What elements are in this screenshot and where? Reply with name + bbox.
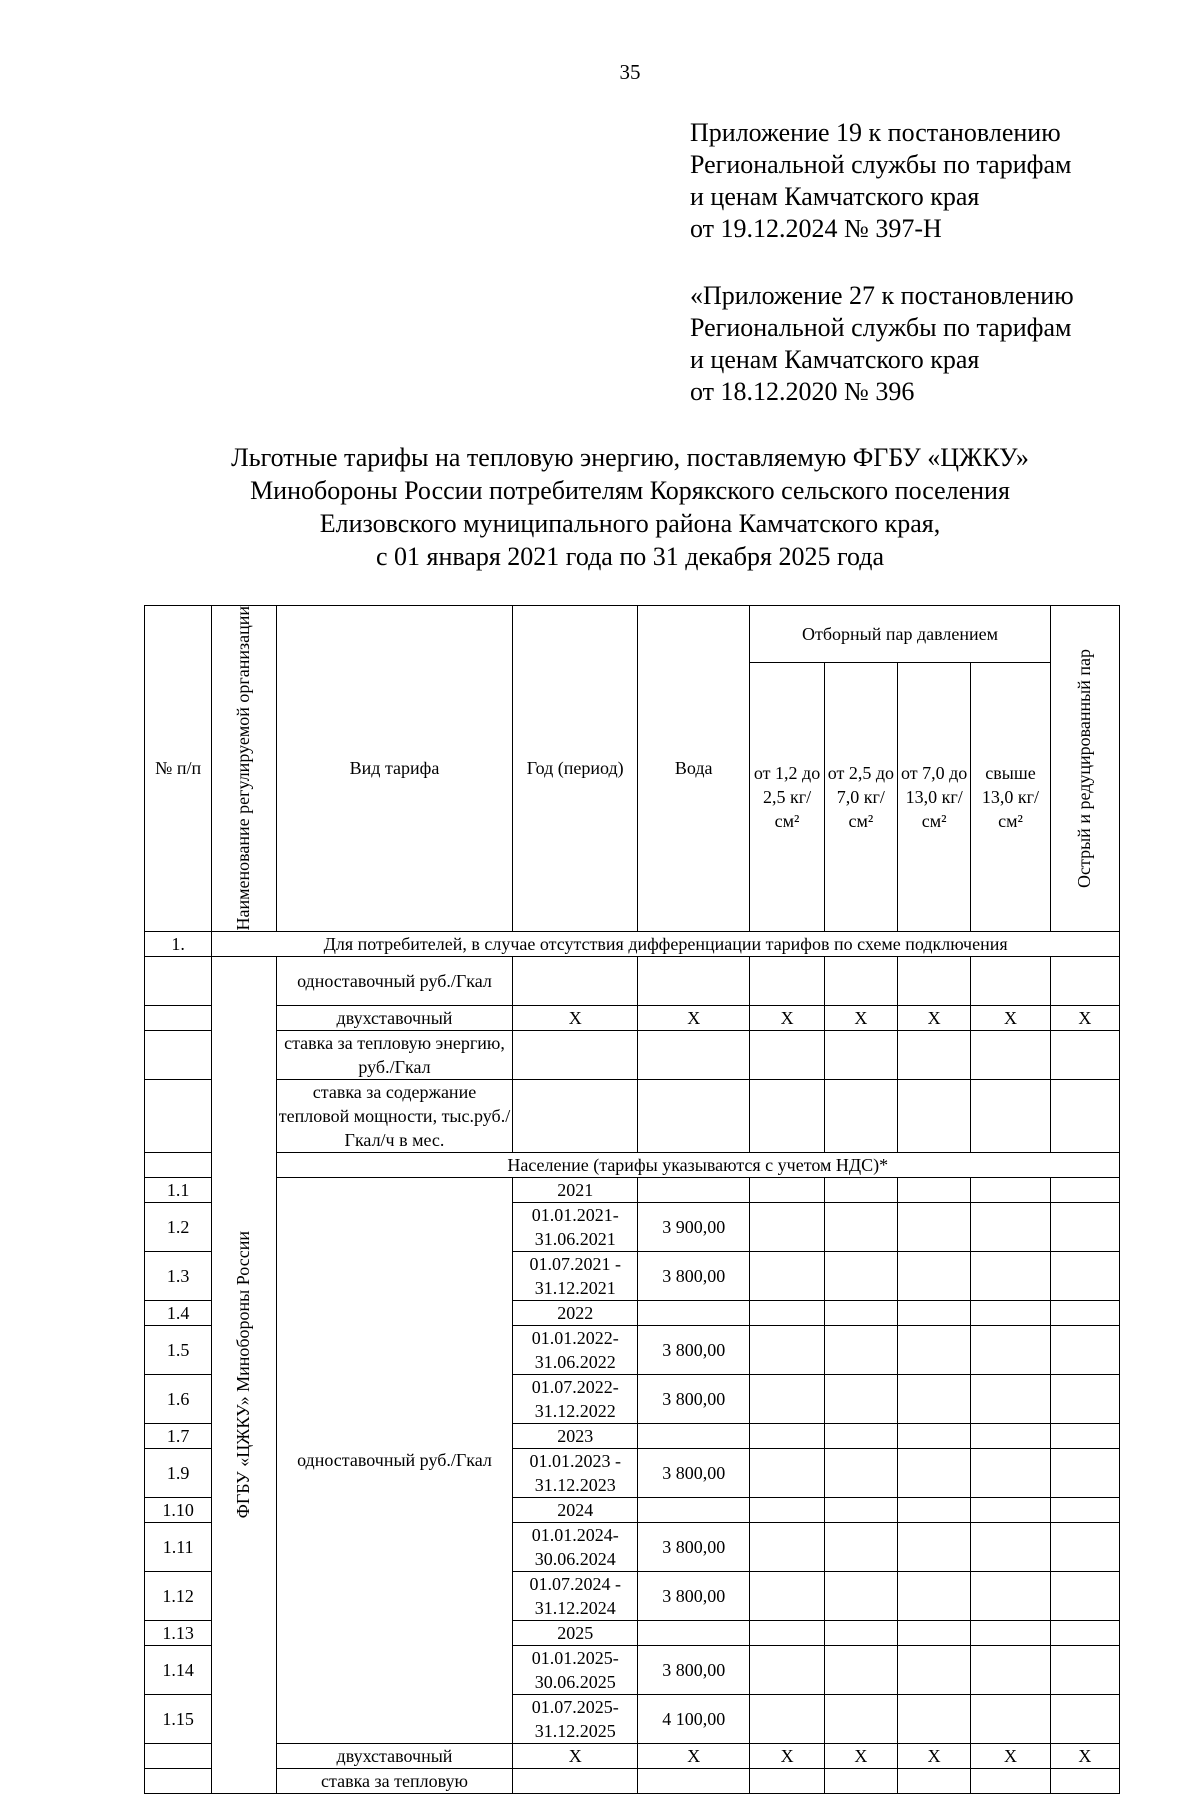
s1-energy-rate-label: ставка за тепловую энергию, руб./Гкал — [276, 1030, 513, 1079]
empty-cell — [824, 1300, 897, 1325]
empty-cell — [824, 956, 897, 1005]
empty-cell — [898, 1177, 971, 1202]
empty-cell — [824, 1620, 897, 1645]
x-mark: X — [824, 1005, 897, 1030]
empty-cell — [824, 1522, 897, 1571]
empty-cell — [971, 1423, 1050, 1448]
period-cell: 01.01.2024-30.06.2024 — [513, 1522, 638, 1571]
empty-cell — [898, 1522, 971, 1571]
annex-previous-line: и ценам Камчатского края — [690, 345, 980, 374]
x-mark: X — [971, 1005, 1050, 1030]
annex-previous-line: Региональной службы по тарифам — [690, 313, 1072, 342]
header-org-text: Наименование регулируемой организации — [233, 606, 254, 931]
empty-cell — [898, 1423, 971, 1448]
water-value: 3 800,00 — [637, 1448, 749, 1497]
title-line: с 01 января 2021 года по 31 декабря 2025 года — [375, 542, 885, 571]
period-cell: 01.07.2022-31.12.2022 — [513, 1374, 638, 1423]
empty-cell — [971, 1522, 1050, 1571]
empty-cell — [898, 1620, 971, 1645]
row-num — [145, 956, 212, 1005]
title-line: Елизовского муниципального района Камчатского края, — [319, 509, 941, 538]
period-cell: 01.01.2021-31.06.2021 — [513, 1202, 638, 1251]
header-row-1 — [145, 606, 1120, 663]
empty-cell — [824, 1768, 897, 1793]
header-water: Вода — [637, 606, 749, 932]
row-num: 1.11 — [145, 1522, 212, 1571]
row-num: 1.14 — [145, 1645, 212, 1694]
pop-one-rate-label: одноставочный руб./Гкал — [276, 1177, 513, 1743]
row-num — [145, 1005, 212, 1030]
empty-cell — [824, 1325, 897, 1374]
header-steam-4: свыше 13,0 кг/см² — [971, 662, 1050, 931]
empty-cell — [750, 1522, 824, 1571]
water-value — [637, 1620, 749, 1645]
empty-cell — [750, 956, 824, 1005]
empty-cell — [971, 1325, 1050, 1374]
empty-cell — [898, 1645, 971, 1694]
empty-cell — [898, 1079, 971, 1152]
section1-title: Для потребителей, в случае отсутствия дифференциации тарифов по схеме подключения — [212, 931, 1120, 956]
x-mark: X — [513, 1005, 638, 1030]
section1-num: 1. — [145, 931, 212, 956]
water-value: 3 800,00 — [637, 1645, 749, 1694]
empty-cell — [1050, 1079, 1119, 1152]
empty-cell — [824, 1571, 897, 1620]
period-cell: 2024 — [513, 1497, 638, 1522]
empty-cell — [971, 1497, 1050, 1522]
empty-cell — [971, 1300, 1050, 1325]
row-num — [145, 1079, 212, 1152]
x-mark: X — [637, 1743, 749, 1768]
empty-cell — [750, 1202, 824, 1251]
header-org — [212, 606, 276, 932]
population-title-row — [145, 1152, 1120, 1177]
pop-energy-rate-label: ставка за тепловую — [276, 1768, 513, 1793]
water-value: 3 800,00 — [637, 1571, 749, 1620]
annex-previous-block — [690, 280, 1074, 408]
water-value — [637, 1300, 749, 1325]
header-sharp-steam — [1050, 606, 1119, 932]
empty-cell — [971, 1645, 1050, 1694]
empty-cell — [898, 1325, 971, 1374]
empty-cell — [898, 1497, 971, 1522]
period-cell: 2025 — [513, 1620, 638, 1645]
empty-cell — [750, 1694, 824, 1743]
annex-current-line: от 19.12.2024 № 397-Н — [690, 214, 942, 243]
empty-cell — [1050, 1325, 1119, 1374]
period-cell: 2022 — [513, 1300, 638, 1325]
s1-capacity-rate-row — [145, 1079, 1120, 1152]
row-num: 1.6 — [145, 1374, 212, 1423]
annex-previous-line: «Приложение 27 к постановлению — [690, 281, 1074, 310]
empty-cell — [1050, 1497, 1119, 1522]
empty-cell — [1050, 1251, 1119, 1300]
empty-cell — [824, 1423, 897, 1448]
empty-cell — [971, 1177, 1050, 1202]
empty-cell — [898, 1374, 971, 1423]
water-value — [637, 1177, 749, 1202]
row-num: 1.5 — [145, 1325, 212, 1374]
header-steam-1: от 1,2 до 2,5 кг/см² — [750, 662, 824, 931]
empty-cell — [1050, 1645, 1119, 1694]
empty-cell — [971, 1768, 1050, 1793]
empty-cell — [971, 1030, 1050, 1079]
s1-energy-rate-row — [145, 1030, 1120, 1079]
empty-cell — [1050, 1768, 1119, 1793]
header-steam-3: от 7,0 до 13,0 кг/см² — [898, 662, 971, 931]
row-num: 1.9 — [145, 1448, 212, 1497]
x-mark: X — [637, 1005, 749, 1030]
x-mark: X — [750, 1743, 824, 1768]
empty-cell — [898, 956, 971, 1005]
header-tariff-type: Вид тарифа — [276, 606, 513, 932]
empty-cell — [750, 1768, 824, 1793]
annex-current-line: и ценам Камчатского края — [690, 182, 980, 211]
empty-cell — [1050, 1423, 1119, 1448]
x-mark: X — [824, 1743, 897, 1768]
header-sharp-steam-text: Острый и редуцированный пар — [1074, 648, 1095, 888]
title-line: Минобороны России потребителям Корякского сельского поселения — [250, 476, 1010, 505]
period-cell: 01.07.2024 - 31.12.2024 — [513, 1571, 638, 1620]
empty-cell — [898, 1768, 971, 1793]
empty-cell — [898, 1202, 971, 1251]
row-num — [145, 1152, 212, 1177]
section1-row — [145, 931, 1120, 956]
s1-two-rate-row — [145, 1005, 1120, 1030]
empty-cell — [750, 1448, 824, 1497]
title-line: Льготные тарифы на тепловую энергию, поставляемую ФГБУ «ЦЖКУ» — [231, 443, 1029, 472]
org-name-text: ФГБУ «ЦЖКУ» Минобороны России — [233, 1230, 254, 1519]
empty-cell — [971, 1251, 1050, 1300]
empty-cell — [750, 1374, 824, 1423]
empty-cell — [750, 1497, 824, 1522]
period-cell: 01.07.2025-31.12.2025 — [513, 1694, 638, 1743]
empty-cell — [750, 1251, 824, 1300]
row-num: 1.12 — [145, 1571, 212, 1620]
x-mark: X — [898, 1005, 971, 1030]
water-value — [637, 1423, 749, 1448]
water-value: 3 800,00 — [637, 1522, 749, 1571]
row-num — [145, 1768, 212, 1793]
empty-cell — [971, 1694, 1050, 1743]
row-num: 1.2 — [145, 1202, 212, 1251]
row-num: 1.10 — [145, 1497, 212, 1522]
empty-cell — [824, 1030, 897, 1079]
s1-two-rate-label: двухставочный — [276, 1005, 513, 1030]
period-cell: 01.01.2022-31.06.2022 — [513, 1325, 638, 1374]
empty-cell — [513, 1768, 638, 1793]
x-mark: X — [1050, 1743, 1119, 1768]
empty-cell — [971, 1374, 1050, 1423]
pop-two-rate-label: двухставочный — [276, 1743, 513, 1768]
x-mark: X — [898, 1743, 971, 1768]
empty-cell — [824, 1694, 897, 1743]
s1-capacity-rate-label: ставка за содержание тепловой мощности, тыс.руб./Гкал/ч в мес. — [276, 1079, 513, 1152]
empty-cell — [898, 1030, 971, 1079]
row-num — [145, 1743, 212, 1768]
empty-cell — [637, 1079, 749, 1152]
x-mark: X — [971, 1743, 1050, 1768]
empty-cell — [750, 1423, 824, 1448]
document-title — [145, 441, 1115, 573]
period-cell: 2023 — [513, 1423, 638, 1448]
empty-cell — [824, 1202, 897, 1251]
empty-cell — [971, 1620, 1050, 1645]
empty-cell — [1050, 1030, 1119, 1079]
empty-cell — [1050, 1448, 1119, 1497]
x-mark: X — [1050, 1005, 1119, 1030]
header-year: Год (период) — [513, 606, 638, 932]
row-num: 1.1 — [145, 1177, 212, 1202]
empty-cell — [513, 956, 638, 1005]
empty-cell — [824, 1448, 897, 1497]
period-cell: 01.01.2025-30.06.2025 — [513, 1645, 638, 1694]
empty-cell — [898, 1571, 971, 1620]
empty-cell — [637, 956, 749, 1005]
empty-cell — [1050, 956, 1119, 1005]
period-cell: 01.01.2023 - 31.12.2023 — [513, 1448, 638, 1497]
row-num: 1.13 — [145, 1620, 212, 1645]
water-value: 4 100,00 — [637, 1694, 749, 1743]
empty-cell — [1050, 1522, 1119, 1571]
empty-cell — [513, 1030, 638, 1079]
empty-cell — [1050, 1571, 1119, 1620]
annex-current-line: Региональной службы по тарифам — [690, 150, 1072, 179]
empty-cell — [750, 1079, 824, 1152]
annex-current-line: Приложение 19 к постановлению — [690, 118, 1061, 147]
empty-cell — [750, 1325, 824, 1374]
empty-cell — [637, 1030, 749, 1079]
empty-cell — [824, 1079, 897, 1152]
annex-current-block — [690, 117, 1071, 245]
empty-cell — [971, 1202, 1050, 1251]
x-mark: X — [750, 1005, 824, 1030]
empty-cell — [824, 1645, 897, 1694]
empty-cell — [750, 1177, 824, 1202]
s1-one-rate-label: одноставочный руб./Гкал — [276, 956, 513, 1005]
page-number: 35 — [619, 60, 641, 84]
empty-cell — [971, 1571, 1050, 1620]
row-num: 1.7 — [145, 1423, 212, 1448]
empty-cell — [637, 1768, 749, 1793]
tariff-table — [144, 605, 1120, 1794]
empty-cell — [1050, 1177, 1119, 1202]
row-num — [145, 1030, 212, 1079]
empty-cell — [824, 1251, 897, 1300]
empty-cell — [1050, 1202, 1119, 1251]
empty-cell — [513, 1079, 638, 1152]
water-value: 3 800,00 — [637, 1374, 749, 1423]
empty-cell — [750, 1620, 824, 1645]
row-num: 1.15 — [145, 1694, 212, 1743]
empty-cell — [824, 1497, 897, 1522]
period-cell: 01.07.2021 - 31.12.2021 — [513, 1251, 638, 1300]
header-steam-group: Отборный пар давлением — [750, 606, 1050, 663]
population-row — [145, 1177, 1120, 1202]
water-value: 3 900,00 — [637, 1202, 749, 1251]
x-mark: X — [513, 1743, 638, 1768]
empty-cell — [971, 1079, 1050, 1152]
empty-cell — [898, 1251, 971, 1300]
header-steam-2: от 2,5 до 7,0 кг/см² — [824, 662, 897, 931]
empty-cell — [1050, 1694, 1119, 1743]
empty-cell — [750, 1030, 824, 1079]
empty-cell — [971, 956, 1050, 1005]
row-num: 1.3 — [145, 1251, 212, 1300]
header-num: № п/п — [145, 606, 212, 932]
s1-one-rate-row — [145, 956, 1120, 1005]
empty-cell — [750, 1645, 824, 1694]
org-name-cell — [212, 956, 276, 1793]
pop-two-rate-row — [145, 1743, 1120, 1768]
empty-cell — [898, 1448, 971, 1497]
empty-cell — [1050, 1374, 1119, 1423]
population-title: Население (тарифы указываются с учетом НДС)* — [276, 1152, 1119, 1177]
empty-cell — [750, 1571, 824, 1620]
row-num: 1.4 — [145, 1300, 212, 1325]
annex-previous-line: от 18.12.2020 № 396 — [690, 377, 915, 406]
period-cell: 2021 — [513, 1177, 638, 1202]
empty-cell — [898, 1694, 971, 1743]
empty-cell — [971, 1448, 1050, 1497]
empty-cell — [824, 1374, 897, 1423]
empty-cell — [824, 1177, 897, 1202]
empty-cell — [750, 1300, 824, 1325]
empty-cell — [898, 1300, 971, 1325]
water-value — [637, 1497, 749, 1522]
water-value: 3 800,00 — [637, 1325, 749, 1374]
empty-cell — [1050, 1300, 1119, 1325]
water-value: 3 800,00 — [637, 1251, 749, 1300]
empty-cell — [1050, 1620, 1119, 1645]
pop-energy-rate-row — [145, 1768, 1120, 1793]
